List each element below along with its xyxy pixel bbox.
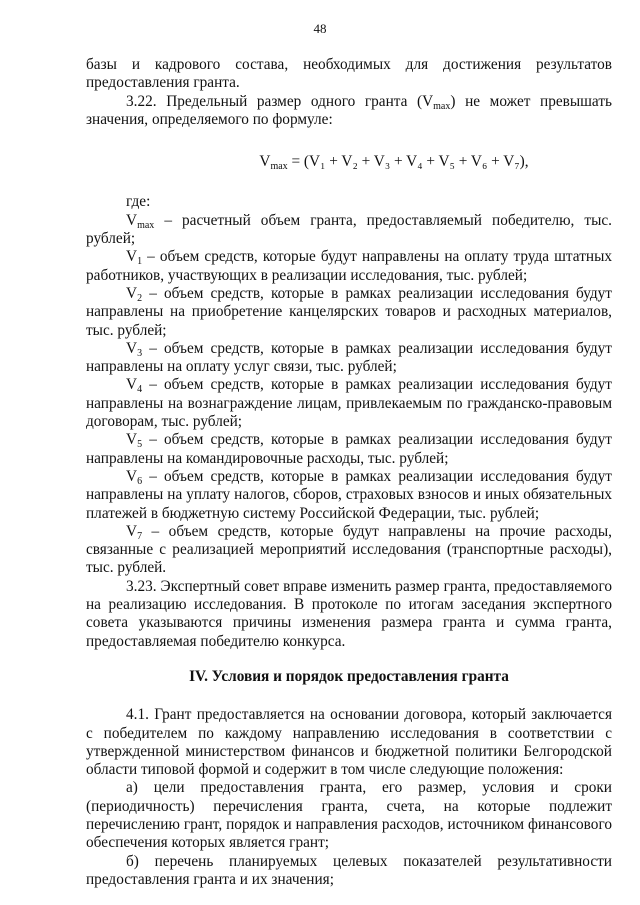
variable-v5: $V_5$ – объем средств, которые в рамках реализации исследования будут направлены на командировочные расходы, тыс. рублей; — [86, 431, 612, 467]
document-body — [86, 56, 612, 889]
variable-vmax: $V_{max}$ – расчетный объем гранта, предоставляемый победителю, тыс. рублей; — [86, 211, 612, 248]
variable-v6: $V_6$ – объем средств, которые в рамках реализации исследования будут направлены на уплату налогов, сборов, страховых взносов и иных обязательных платежей в бюджетную систему Российской Федерации, тыс. рублей; — [86, 467, 612, 522]
paragraph-3-23: 3.23. Экспертный совет вправе изменить размер гранта, предоставляемого на реализацию исследования. В протоколе по итогам заседания экспертного совета указываются причины изменения размера гранта и сумма гранта, предоставляемая победителю конкурса. — [86, 577, 612, 650]
section-heading: IV. Условия и порядок предоставления гранта — [189, 667, 509, 685]
page-number: 48 — [313, 21, 327, 36]
paragraph-3-22: 3.22. Предельный размер одного гранта $(V_{max})$ не может превышать значения, определяемого по формуле: — [86, 92, 612, 128]
variable-v3: $V_3$ – объем средств, которые в рамках реализации исследования будут направлены на оплату услуг связи, тыс. рублей; — [86, 339, 612, 376]
subscript-max: max — [433, 100, 451, 112]
variable-v2: $V_2$ – объем средств, которые в рамках реализации исследования будут направлены на приобретение канцелярских товаров и расходных материалов, тыс. рублей; — [86, 284, 612, 339]
variable-v7: $V_7$ – объем средств, которые будут направлены на прочие расходы, связанные с реализацией мероприятий исследования (транспортные расходы), тыс. рублей. — [86, 522, 612, 577]
variable-v4: $V_4$ – объем средств, которые в рамках реализации исследования будут направлены на вознаграждение лицам, привлекаемым по гражданско-правовым договорам, тыс. рублей; — [86, 376, 612, 431]
variable-v1: $V_1$ – объем средств, которые будут направлены на оплату труда штатных работников, участвующих в реализации исследования, тыс. рублей; — [86, 248, 612, 284]
paragraph-continuation: базы и кадрового состава, необходимых для достижения результатов предоставления гранта. — [86, 56, 612, 92]
list-item-a: а) цели предоставления гранта, его размер, условия и сроки (периодичность) перечисления гранта, счета, на которые подлежит перечислению грант, порядок и направления расходов, источником финансового обеспечения которых является грант; — [86, 779, 612, 852]
list-item-b: б) перечень планируемых целевых показателей результативности предоставления гранта и их значения; — [86, 852, 612, 888]
paragraph-4-1: 4.1. Грант предоставляется на основании договора, который заключается с победителем по каждому направлению исследования в соответствии с утвержденной министерством финансов и бюджетной политики Белгородской области типовой формой и содержит в том числе следующие положения: — [86, 706, 612, 779]
formula: $V_{max} = (V_1 + V_2 + V_3 + V_4 + V_5 + V_6 + V_7)$, — [259, 153, 529, 173]
where-label: где: — [126, 193, 151, 211]
